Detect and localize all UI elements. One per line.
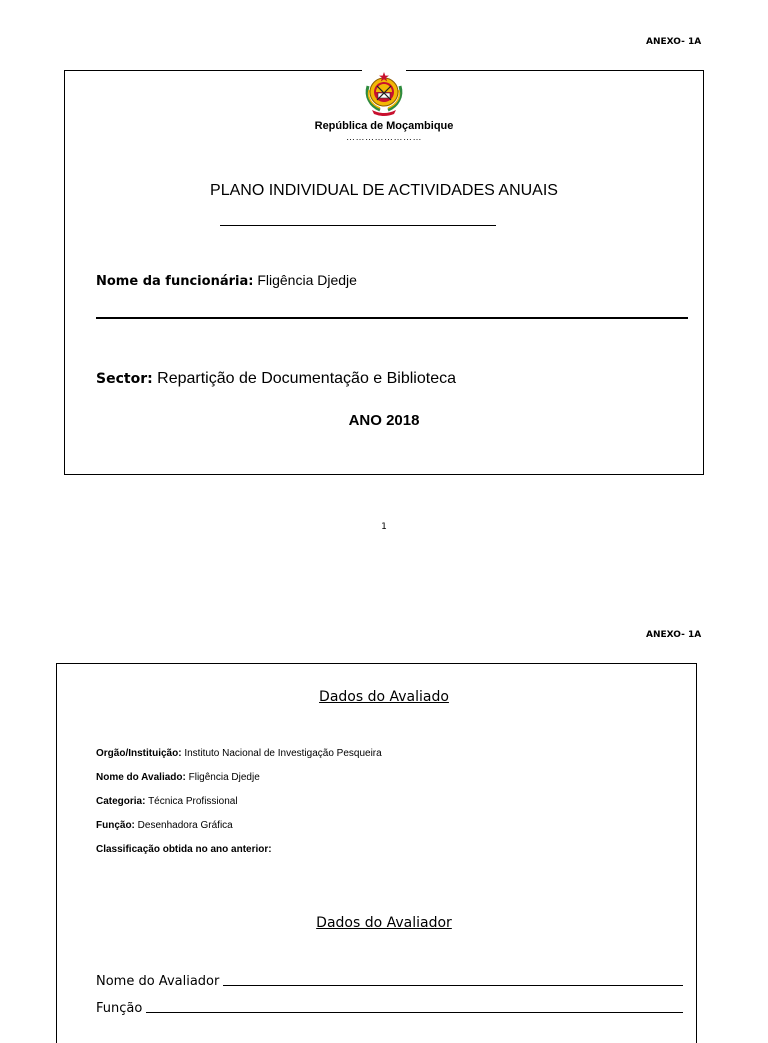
separator-line: [96, 317, 688, 319]
field-institution: [96, 748, 382, 759]
employee-name-value: Fligência Djedje: [257, 272, 357, 288]
plan-title: PLANO INDIVIDUAL DE ACTIVIDADES ANUAIS: [210, 182, 558, 199]
field-label: Função:: [96, 820, 135, 831]
sector-line: [96, 370, 456, 388]
field-value: Técnica Profissional: [148, 796, 238, 807]
evaluated-section-title: Dados do Avaliado: [319, 689, 449, 705]
evaluator-name-row: [96, 974, 683, 989]
republic-heading: República de Moçambique: [314, 120, 454, 132]
employee-name-label: Nome da funcionária:: [96, 274, 254, 289]
field-label: Classificação obtida no ano anterior:: [96, 844, 272, 855]
sector-label: Sector:: [96, 371, 153, 387]
field-category: [96, 796, 238, 807]
title-underline: [220, 225, 496, 226]
field-value: Instituto Nacional de Investigação Pesqueira: [184, 748, 382, 759]
year-label: ANO 2018: [348, 412, 420, 429]
field-label: Orgão/Instituição:: [96, 748, 182, 759]
evaluator-name-label: Nome do Avaliador: [96, 974, 220, 989]
dotted-separator: ……………………: [346, 132, 422, 142]
field-value: Desenhadora Gráfica: [137, 820, 233, 831]
evaluator-function-row: [96, 1001, 683, 1016]
evaluator-section-title: Dados do Avaliador: [316, 915, 452, 931]
annex-label: ANEXO- 1A: [646, 37, 702, 47]
mozambique-coat-of-arms-icon: [362, 70, 406, 116]
field-label: Nome do Avaliado:: [96, 772, 186, 783]
field-previous-classification: [96, 844, 272, 855]
employee-name-line: [96, 272, 357, 289]
field-function: [96, 820, 233, 831]
annex-label-page2: ANEXO- 1A: [646, 630, 702, 640]
field-value: Fligência Djedje: [188, 772, 260, 783]
field-label: Categoria:: [96, 796, 146, 807]
page-number: 1: [381, 522, 387, 532]
sector-value: Repartição de Documentação e Biblioteca: [157, 370, 456, 387]
field-evaluated-name: [96, 772, 260, 783]
evaluator-function-label: Função: [96, 1001, 143, 1016]
evaluator-name-blank[interactable]: [223, 985, 683, 986]
evaluator-function-blank[interactable]: [146, 1012, 683, 1013]
